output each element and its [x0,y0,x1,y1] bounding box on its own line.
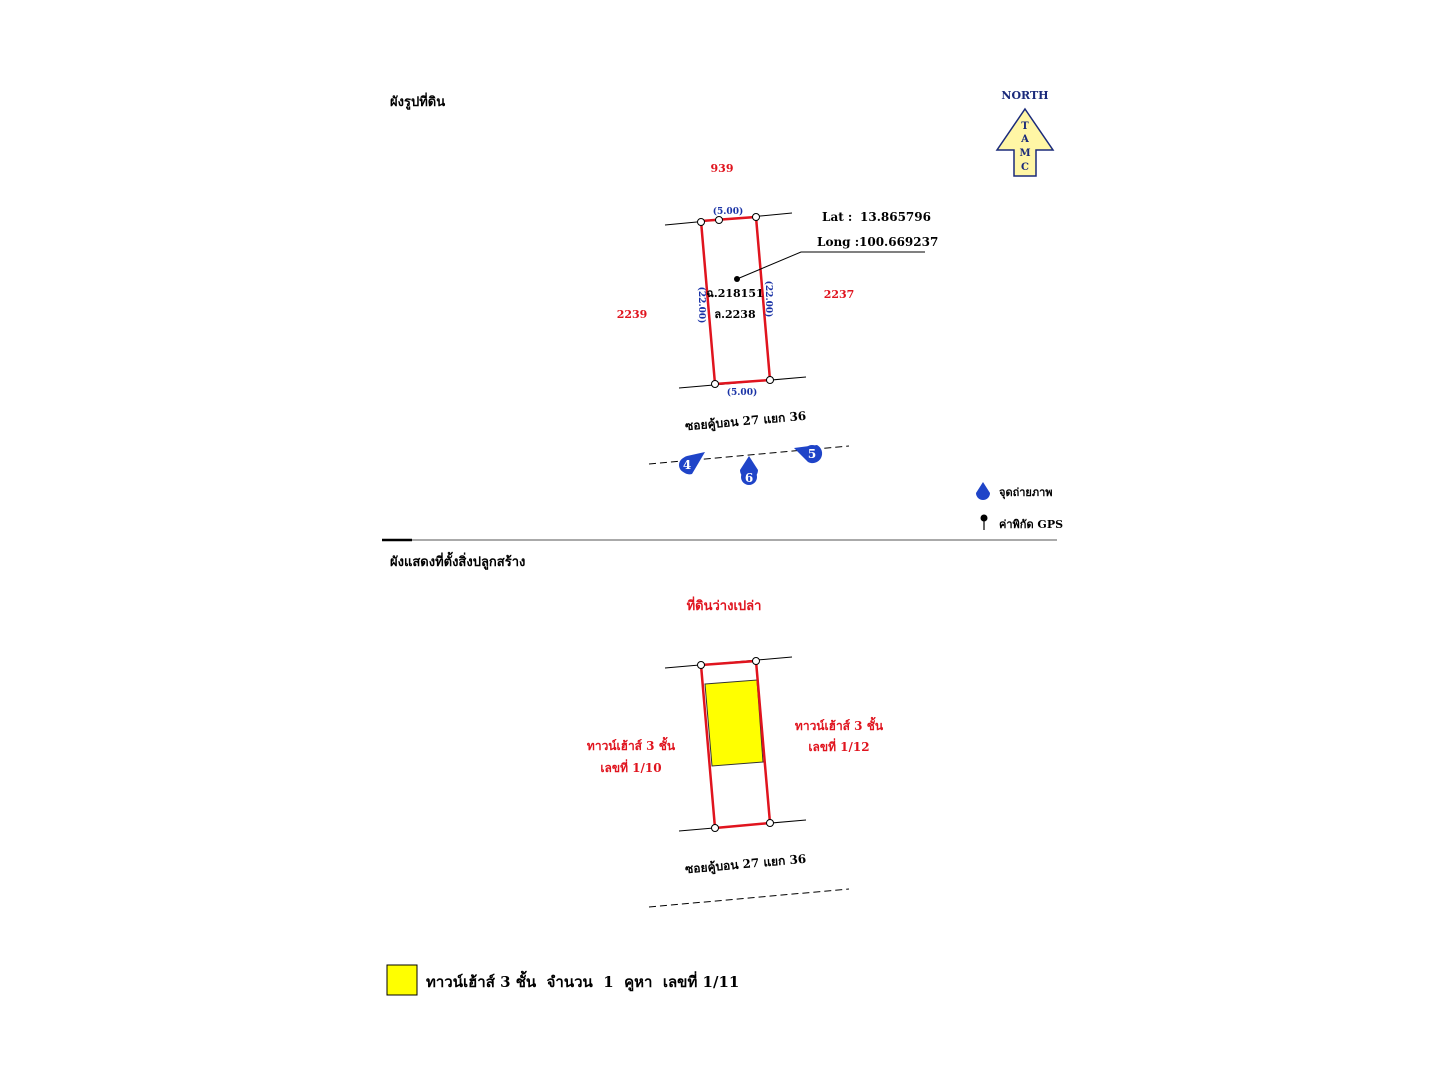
adjacent-parcel-right: 2237 [823,288,855,301]
adjacent-parcel-top: 939 [710,162,734,175]
parcel-deed-number: ฉ.218151 [706,287,764,300]
north-letter-t: T [1021,121,1029,132]
gps-callout-line [737,252,925,279]
dimension-bottom: (5.00) [726,388,758,398]
left-building-number: เลขที่ 1/10 [600,761,662,775]
dimension-left: (22.00) [696,286,706,324]
north-letter-c: C [1021,162,1029,173]
legend-gps-point: ค่าพิกัด GPS [999,518,1064,531]
photo-point-label-5: 5 [807,447,817,461]
photo-point-marker-6 [740,456,758,485]
right-building-number: เลขที่ 1/12 [808,740,870,754]
photo-point-label-4: 4 [682,458,692,472]
parcel-survey-number: ล.2238 [714,308,756,321]
north-letter-a: A [1021,134,1029,145]
photo-point-marker-4 [679,452,705,474]
right-building-type: ทาวน์เฮ้าส์ 3 ชั้น [794,719,884,733]
gps-pin-legend-icon [981,515,988,531]
building-footprint [705,680,763,766]
gps-long-label: Long : [817,235,860,249]
legend-photo-point: จุดถ่ายภาพ [999,486,1053,499]
dimension-top: (5.00) [712,207,744,217]
road-name: ซอยคู้บอน 27 แยก 36 [684,408,807,434]
building-plan-title: ผังแสดงที่ตั้งสิ่งปลูกสร้าง [390,555,526,570]
north-label: NORTH [1001,89,1049,102]
building-legend-swatch [387,965,417,995]
photo-point-legend-icon [976,482,990,500]
building-road-line [649,889,849,907]
photo-point-marker-5 [794,445,822,463]
building-road-name: ซอยคู้บอน 27 แยก 36 [684,851,807,877]
gps-lat-value: 13.865796 [860,210,931,224]
left-building-type: ทาวน์เฮ้าส์ 3 ชั้น [586,739,676,753]
parcel-boundary [701,217,770,384]
land-plan-title: ผังรูปที่ดิน [390,95,446,110]
adjacent-parcel-left: 2239 [616,308,648,321]
photo-point-label-6: 6 [744,471,754,485]
gps-lat-label: Lat : [822,210,853,224]
building-legend-text: ทาวน์เฮ้าส์ 3 ชั้น จำนวน 1 คูหา เลขที่ 1/11 [426,973,740,991]
north-arrow-icon [997,89,1053,176]
north-letter-m: M [1019,148,1031,159]
gps-long-value: 100.669237 [859,235,939,249]
vacant-land-status: ที่ดินว่างเปล่า [686,599,762,614]
dimension-right: (22.00) [763,280,773,318]
